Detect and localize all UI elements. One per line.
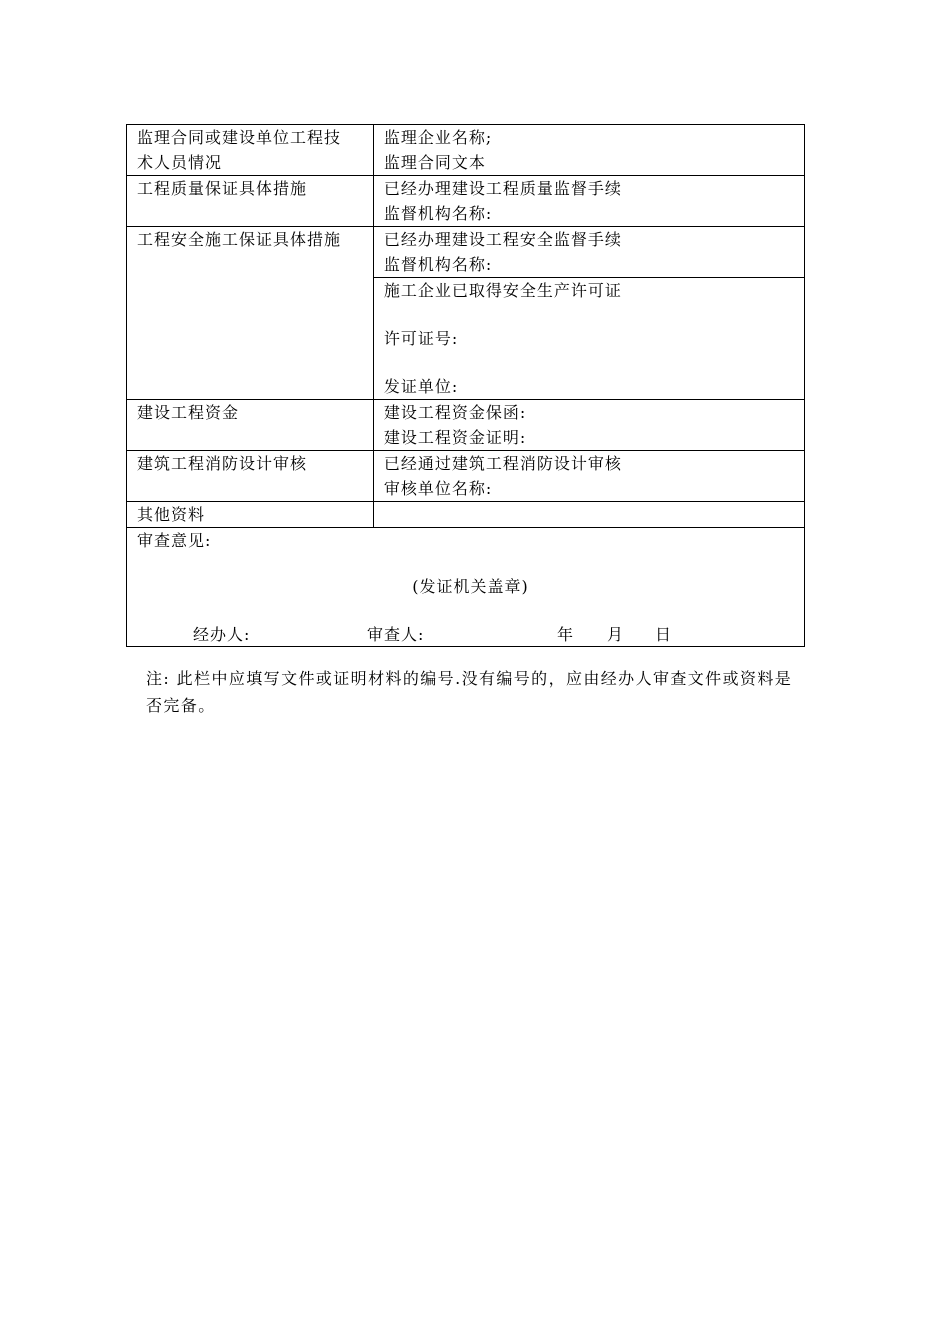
label-line: 术人员情况 bbox=[137, 153, 223, 172]
value-line: 监理企业名称; bbox=[383, 128, 493, 147]
value-line: 监督机构名称: bbox=[383, 204, 493, 223]
year-label: 年 bbox=[557, 625, 575, 644]
table-row bbox=[127, 400, 805, 451]
row-value-safety-license bbox=[373, 278, 804, 400]
table-row bbox=[127, 528, 805, 647]
row-value-fire bbox=[373, 451, 804, 502]
review-opinion-cell bbox=[127, 528, 805, 647]
row-label-safety bbox=[127, 227, 374, 400]
table-row bbox=[127, 451, 805, 502]
row-value-safety bbox=[373, 227, 804, 278]
value-line: 许可证号: bbox=[383, 329, 459, 348]
label-line: 工程安全施工保证具体措施 bbox=[137, 230, 342, 249]
footnote: 注: 此栏中应填写文件或证明材料的编号.没有编号的，应由经办人审查文件或资料是否完备。 bbox=[146, 669, 793, 715]
day-label: 日 bbox=[655, 625, 673, 644]
month-label: 月 bbox=[607, 625, 625, 644]
value-line: 已经办理建设工程质量监督手续 bbox=[383, 179, 622, 198]
table-row bbox=[127, 502, 805, 528]
label-line: 建筑工程消防设计审核 bbox=[137, 454, 308, 473]
row-value-supervision bbox=[373, 125, 804, 176]
value-line: 已经通过建筑工程消防设计审核 bbox=[383, 454, 622, 473]
row-label-fire bbox=[127, 451, 374, 502]
label-line: 监理合同或建设单位工程技 bbox=[137, 128, 342, 147]
value-line: 施工企业已取得安全生产许可证 bbox=[383, 281, 622, 300]
row-value-quality bbox=[373, 176, 804, 227]
review-form-table bbox=[126, 124, 805, 647]
handler-label: 经办人: bbox=[193, 625, 251, 644]
value-line: 建设工程资金保函: bbox=[383, 403, 527, 422]
row-value-other bbox=[373, 502, 804, 528]
label-line: 建设工程资金 bbox=[137, 403, 240, 422]
value-line bbox=[384, 502, 794, 527]
value-line: 监理合同文本 bbox=[383, 153, 486, 172]
value-line: 审核单位名称: bbox=[383, 479, 493, 498]
review-title: 审查意见: bbox=[137, 531, 212, 550]
value-line: 已经办理建设工程安全监督手续 bbox=[383, 230, 622, 249]
seal-note: (发证机关盖章) bbox=[412, 577, 529, 596]
reviewer-label: 审查人: bbox=[367, 625, 425, 644]
label-line: 其他资料 bbox=[137, 505, 206, 524]
value-line: 发证单位: bbox=[383, 377, 459, 396]
value-line: 监督机构名称: bbox=[383, 255, 493, 274]
value-line: 建设工程资金证明: bbox=[383, 428, 527, 447]
row-label-funds bbox=[127, 400, 374, 451]
row-label-quality bbox=[127, 176, 374, 227]
row-label-other bbox=[127, 502, 374, 528]
table-row bbox=[127, 125, 805, 176]
label-line: 工程质量保证具体措施 bbox=[137, 179, 308, 198]
row-label-supervision bbox=[127, 125, 374, 176]
table-row bbox=[127, 227, 805, 278]
row-value-funds bbox=[373, 400, 804, 451]
table-row bbox=[127, 176, 805, 227]
